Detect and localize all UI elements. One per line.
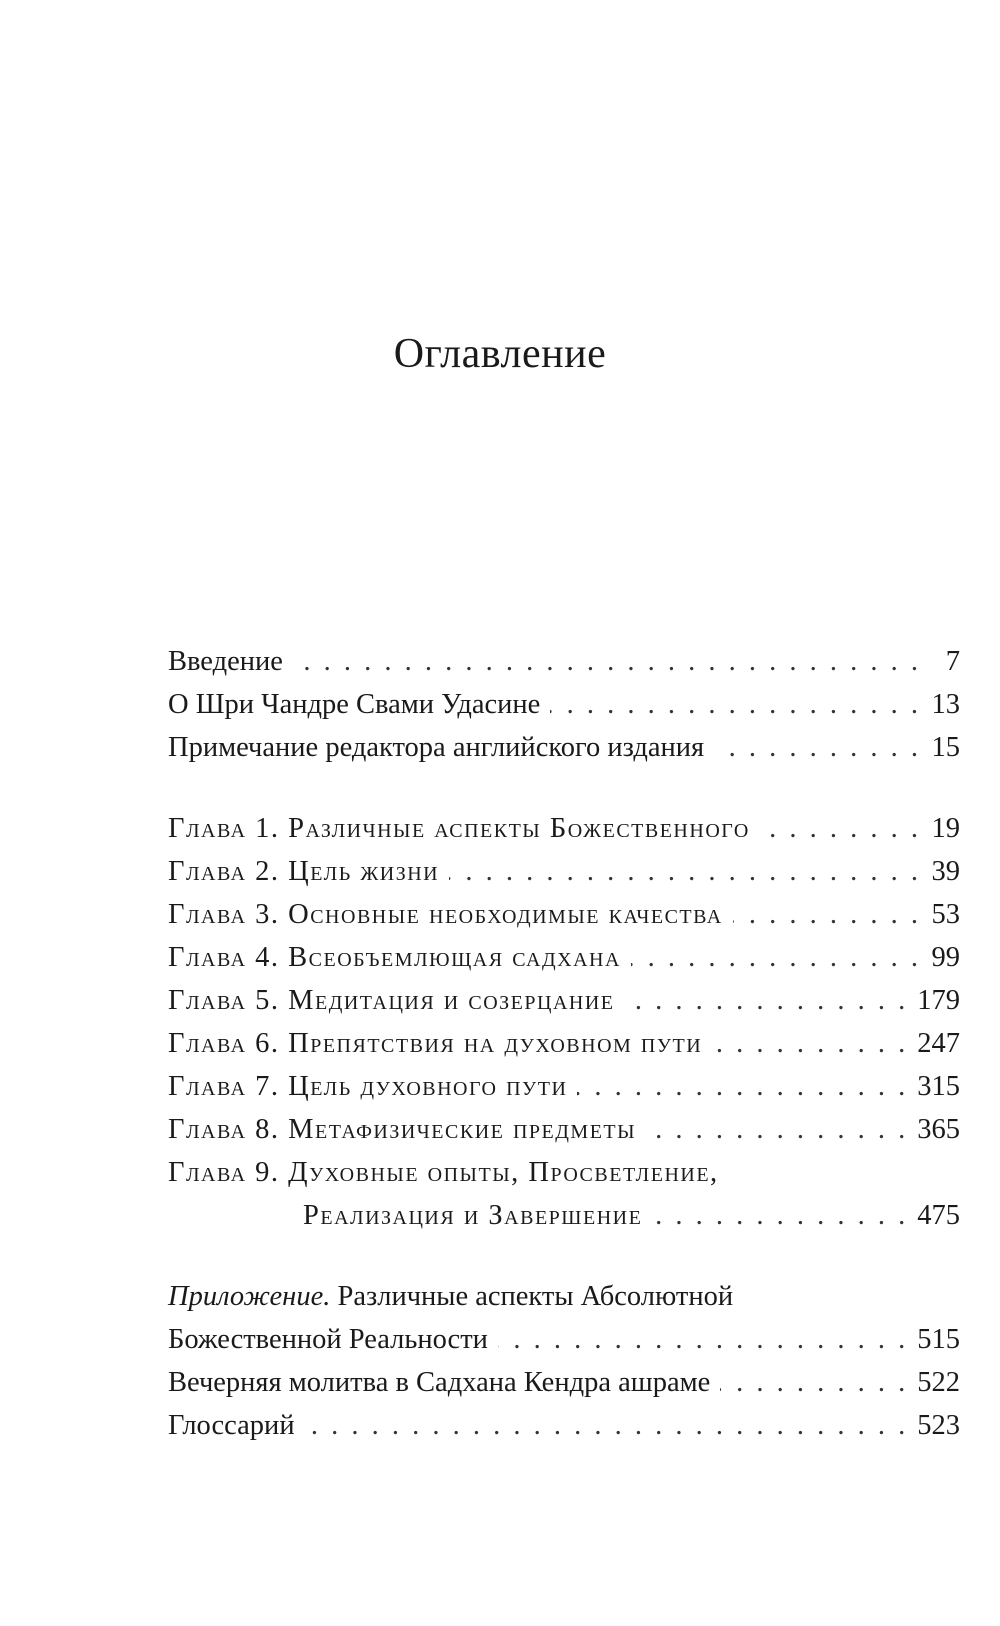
leader-dots [631, 936, 918, 979]
toc-entry-title: О Шри Чандре Свами Удасине [168, 683, 550, 726]
toc-entry-chapter-9[interactable] [168, 1151, 960, 1237]
toc-page-number: 7 [945, 646, 960, 677]
toc-page-number: 13 [931, 689, 960, 720]
toc-entry-introduction[interactable] [168, 640, 960, 683]
toc-entry-about-author[interactable] [168, 683, 960, 726]
toc-entry-title: Глава 7. Цель духовного пути [168, 1065, 577, 1108]
appendix-prefix: Приложение. [168, 1281, 331, 1312]
leader-dots [712, 1022, 905, 1065]
toc-entry-appendix[interactable] [168, 1275, 960, 1361]
toc-page-number: 15 [931, 732, 960, 763]
toc-entry-title-line-1: Глава 9. Духовные опыты, Просветление, [168, 1157, 719, 1188]
toc-page-number: 53 [931, 899, 960, 930]
toc-entry-title: Введение [168, 640, 293, 683]
toc-page-number: 247 [917, 1028, 960, 1059]
toc-entry-title: Глава 1. Различные аспекты Божественного [168, 807, 760, 850]
toc-entry-title: Глава 3. Основные необходимые качества [168, 893, 733, 936]
leader-dots [720, 1361, 905, 1404]
toc-entry-chapter-2[interactable] [168, 850, 960, 893]
leader-dots [733, 893, 918, 936]
leader-dots [652, 1194, 905, 1237]
toc-entry-evening-prayer[interactable] [168, 1361, 960, 1404]
toc-page-number: 39 [931, 856, 960, 887]
toc-entry-title: Примечание редактора английского издания [168, 726, 714, 769]
appendix-title-rest: Различные аспекты Абсолютной [330, 1281, 734, 1312]
section-gap [168, 1237, 960, 1275]
toc-entry-chapter-8[interactable] [168, 1108, 960, 1151]
leader-dots [293, 640, 918, 683]
leader-dots [550, 683, 918, 726]
table-of-contents [168, 640, 960, 1447]
toc-page-number: 475 [917, 1200, 960, 1231]
toc-entry-title: Глава 6. Препятствия на духовном пути [168, 1022, 712, 1065]
toc-entry-chapter-7[interactable] [168, 1065, 960, 1108]
toc-page-number: 523 [917, 1410, 960, 1441]
leader-dots [760, 807, 918, 850]
toc-entry-title-line-1 [168, 1275, 960, 1318]
toc-entry-title: Глава 5. Медитация и созерцание [168, 979, 625, 1022]
leader-dots [305, 1404, 906, 1447]
toc-entry-title: Глава 8. Метафизические предметы [168, 1108, 646, 1151]
page-title: Оглавление [393, 331, 607, 377]
leader-dots [646, 1108, 905, 1151]
leader-dots [625, 979, 906, 1022]
toc-page-number: 99 [931, 942, 960, 973]
toc-page-number: 522 [917, 1367, 960, 1398]
toc-page-number: 19 [931, 813, 960, 844]
toc-entry-glossary[interactable] [168, 1404, 960, 1447]
toc-entry-line-2 [168, 1318, 960, 1361]
toc-entry-title: Глава 4. Всеобъемлющая садхана [168, 936, 631, 979]
toc-page-number: 315 [917, 1071, 960, 1102]
toc-entry-line-2 [168, 1194, 960, 1237]
leader-dots [714, 726, 918, 769]
toc-page-number: 179 [917, 985, 960, 1016]
toc-entry-editor-note[interactable] [168, 726, 960, 769]
toc-page-number: 365 [917, 1114, 960, 1145]
toc-page-number: 515 [917, 1324, 960, 1355]
leader-dots [577, 1065, 905, 1108]
toc-entry-chapter-6[interactable] [168, 1022, 960, 1065]
toc-entry-chapter-5[interactable] [168, 979, 960, 1022]
toc-entry-title: Глоссарий [168, 1404, 305, 1447]
leader-dots [449, 850, 918, 893]
section-gap [168, 769, 960, 807]
toc-entry-title-line-2: Божественной Реальности [168, 1318, 498, 1361]
toc-entry-chapter-3[interactable] [168, 893, 960, 936]
toc-entry-title-line-2: Реализация и Завершение [168, 1194, 652, 1237]
leader-dots [498, 1318, 905, 1361]
toc-entry-chapter-4[interactable] [168, 936, 960, 979]
toc-entry-chapter-1[interactable] [168, 807, 960, 850]
toc-entry-title: Глава 2. Цель жизни [168, 850, 449, 893]
toc-entry-title: Вечерняя молитва в Садхана Кендра ашраме [168, 1361, 720, 1404]
